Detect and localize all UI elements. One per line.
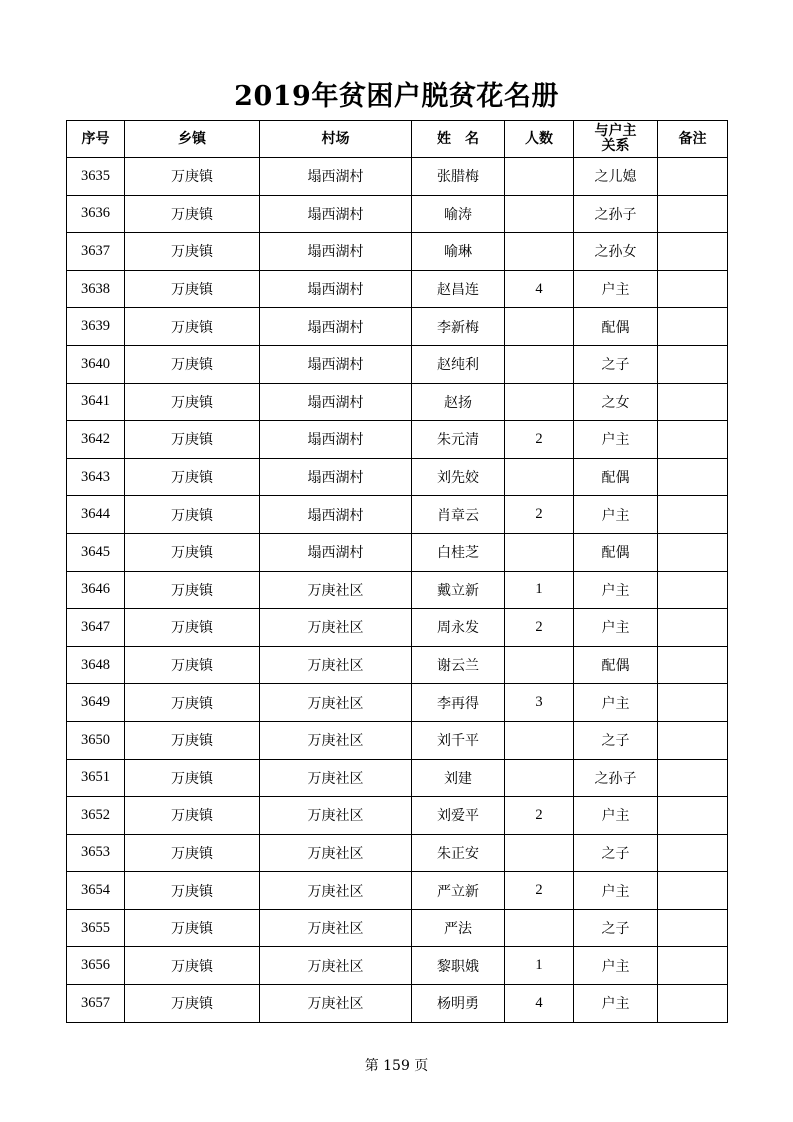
cell-township: 万庚镇 — [125, 345, 260, 383]
cell-index: 3656 — [67, 947, 125, 985]
table-row — [67, 909, 728, 947]
cell-township: 万庚镇 — [125, 872, 260, 910]
cell-relation: 户主 — [574, 270, 658, 308]
cell-village: 塌西湖村 — [260, 195, 412, 233]
cell-township: 万庚镇 — [125, 721, 260, 759]
cell-remarks — [658, 646, 728, 684]
cell-remarks — [658, 233, 728, 271]
cell-village: 万庚社区 — [260, 684, 412, 722]
cell-name: 朱正安 — [412, 834, 505, 872]
cell-name: 赵纯利 — [412, 345, 505, 383]
cell-village: 万庚社区 — [260, 646, 412, 684]
table-row — [67, 684, 728, 722]
cell-name: 赵扬 — [412, 383, 505, 421]
cell-village: 塌西湖村 — [260, 270, 412, 308]
page-title: 2019年贫困户脱贫花名册 — [234, 81, 559, 112]
cell-count: 2 — [505, 496, 574, 534]
cell-relation: 配偶 — [574, 458, 658, 496]
cell-index: 3642 — [67, 421, 125, 459]
cell-index: 3635 — [67, 158, 125, 196]
cell-name: 谢云兰 — [412, 646, 505, 684]
cell-township: 万庚镇 — [125, 609, 260, 647]
cell-relation: 配偶 — [574, 646, 658, 684]
cell-township: 万庚镇 — [125, 759, 260, 797]
cell-village: 塌西湖村 — [260, 496, 412, 534]
cell-township: 万庚镇 — [125, 383, 260, 421]
col-header-village: 村场 — [260, 121, 412, 158]
cell-name: 刘爱平 — [412, 797, 505, 835]
table-row — [67, 872, 728, 910]
cell-relation: 之子 — [574, 834, 658, 872]
table-row — [67, 233, 728, 271]
cell-township: 万庚镇 — [125, 909, 260, 947]
cell-township: 万庚镇 — [125, 270, 260, 308]
cell-name: 李再得 — [412, 684, 505, 722]
cell-count: 2 — [505, 797, 574, 835]
cell-township: 万庚镇 — [125, 458, 260, 496]
header-row — [67, 121, 728, 158]
cell-remarks — [658, 721, 728, 759]
cell-index: 3655 — [67, 909, 125, 947]
cell-village: 万庚社区 — [260, 909, 412, 947]
cell-township: 万庚镇 — [125, 158, 260, 196]
cell-remarks — [658, 759, 728, 797]
cell-index: 3648 — [67, 646, 125, 684]
table-row — [67, 458, 728, 496]
cell-count — [505, 308, 574, 346]
cell-count: 2 — [505, 609, 574, 647]
cell-remarks — [658, 909, 728, 947]
cell-name: 肖章云 — [412, 496, 505, 534]
cell-remarks — [658, 496, 728, 534]
cell-count — [505, 759, 574, 797]
cell-township: 万庚镇 — [125, 195, 260, 233]
cell-name: 杨明勇 — [412, 985, 505, 1023]
cell-remarks — [658, 158, 728, 196]
cell-index: 3644 — [67, 496, 125, 534]
cell-remarks — [658, 345, 728, 383]
cell-relation: 户主 — [574, 947, 658, 985]
cell-index: 3646 — [67, 571, 125, 609]
cell-index: 3650 — [67, 721, 125, 759]
cell-count: 1 — [505, 571, 574, 609]
cell-township: 万庚镇 — [125, 947, 260, 985]
cell-count: 2 — [505, 421, 574, 459]
cell-name: 喻琳 — [412, 233, 505, 271]
cell-name: 张腊梅 — [412, 158, 505, 196]
cell-relation: 之儿媳 — [574, 158, 658, 196]
cell-remarks — [658, 947, 728, 985]
table-row — [67, 571, 728, 609]
cell-village: 万庚社区 — [260, 947, 412, 985]
cell-remarks — [658, 458, 728, 496]
table-row — [67, 308, 728, 346]
table-row — [67, 496, 728, 534]
cell-index: 3657 — [67, 985, 125, 1023]
cell-name: 李新梅 — [412, 308, 505, 346]
cell-township: 万庚镇 — [125, 421, 260, 459]
cell-relation: 之孙子 — [574, 195, 658, 233]
cell-name: 黎职娥 — [412, 947, 505, 985]
cell-township: 万庚镇 — [125, 684, 260, 722]
cell-remarks — [658, 872, 728, 910]
cell-relation: 户主 — [574, 797, 658, 835]
cell-count: 4 — [505, 270, 574, 308]
cell-count: 3 — [505, 684, 574, 722]
cell-index: 3653 — [67, 834, 125, 872]
cell-index: 3643 — [67, 458, 125, 496]
cell-relation: 配偶 — [574, 533, 658, 571]
cell-index: 3645 — [67, 533, 125, 571]
cell-count — [505, 909, 574, 947]
cell-count — [505, 834, 574, 872]
cell-village: 万庚社区 — [260, 797, 412, 835]
cell-name: 戴立新 — [412, 571, 505, 609]
cell-relation: 之孙子 — [574, 759, 658, 797]
cell-relation: 户主 — [574, 985, 658, 1023]
table-row — [67, 985, 728, 1023]
table-row — [67, 345, 728, 383]
cell-name: 刘千平 — [412, 721, 505, 759]
cell-village: 塌西湖村 — [260, 383, 412, 421]
cell-count — [505, 195, 574, 233]
cell-index: 3641 — [67, 383, 125, 421]
col-header-township: 乡镇 — [125, 121, 260, 158]
cell-village: 塌西湖村 — [260, 308, 412, 346]
cell-relation: 之子 — [574, 721, 658, 759]
table-row — [67, 797, 728, 835]
cell-remarks — [658, 533, 728, 571]
cell-relation: 之女 — [574, 383, 658, 421]
cell-count — [505, 458, 574, 496]
cell-index: 3637 — [67, 233, 125, 271]
cell-count — [505, 383, 574, 421]
cell-village: 万庚社区 — [260, 721, 412, 759]
cell-township: 万庚镇 — [125, 985, 260, 1023]
cell-village: 塌西湖村 — [260, 345, 412, 383]
cell-remarks — [658, 684, 728, 722]
cell-village: 万庚社区 — [260, 759, 412, 797]
cell-remarks — [658, 270, 728, 308]
cell-relation: 户主 — [574, 872, 658, 910]
cell-count — [505, 345, 574, 383]
table-row — [67, 759, 728, 797]
cell-index: 3647 — [67, 609, 125, 647]
cell-count — [505, 721, 574, 759]
cell-name: 严立新 — [412, 872, 505, 910]
cell-village: 塌西湖村 — [260, 158, 412, 196]
cell-count — [505, 233, 574, 271]
table-body — [67, 158, 728, 1023]
page-number: 第 159 页 — [364, 1058, 429, 1074]
cell-village: 万庚社区 — [260, 571, 412, 609]
table-row — [67, 947, 728, 985]
cell-name: 周永发 — [412, 609, 505, 647]
cell-village: 万庚社区 — [260, 609, 412, 647]
col-header-index: 序号 — [67, 121, 125, 158]
cell-name: 喻涛 — [412, 195, 505, 233]
cell-township: 万庚镇 — [125, 496, 260, 534]
cell-count: 4 — [505, 985, 574, 1023]
cell-index: 3640 — [67, 345, 125, 383]
cell-township: 万庚镇 — [125, 571, 260, 609]
cell-relation: 户主 — [574, 684, 658, 722]
cell-relation: 之子 — [574, 345, 658, 383]
cell-name: 白桂芝 — [412, 533, 505, 571]
cell-index: 3652 — [67, 797, 125, 835]
table-row — [67, 721, 728, 759]
cell-relation: 之孙女 — [574, 233, 658, 271]
cell-township: 万庚镇 — [125, 646, 260, 684]
cell-remarks — [658, 985, 728, 1023]
cell-village: 塌西湖村 — [260, 458, 412, 496]
table-row — [67, 533, 728, 571]
cell-name: 严法 — [412, 909, 505, 947]
col-header-relation: 与户主 关系 — [574, 121, 658, 158]
cell-count — [505, 158, 574, 196]
cell-remarks — [658, 834, 728, 872]
cell-remarks — [658, 195, 728, 233]
cell-relation: 户主 — [574, 496, 658, 534]
cell-remarks — [658, 609, 728, 647]
cell-township: 万庚镇 — [125, 308, 260, 346]
cell-remarks — [658, 797, 728, 835]
cell-remarks — [658, 571, 728, 609]
table-row — [67, 195, 728, 233]
cell-name: 刘建 — [412, 759, 505, 797]
cell-index: 3654 — [67, 872, 125, 910]
col-header-count: 人数 — [505, 121, 574, 158]
roster-table — [66, 120, 728, 1023]
cell-relation: 户主 — [574, 571, 658, 609]
table-row — [67, 421, 728, 459]
col-header-name: 姓 名 — [412, 121, 505, 158]
cell-count — [505, 533, 574, 571]
cell-index: 3649 — [67, 684, 125, 722]
cell-count: 2 — [505, 872, 574, 910]
col-header-remarks: 备注 — [658, 121, 728, 158]
cell-township: 万庚镇 — [125, 233, 260, 271]
cell-township: 万庚镇 — [125, 533, 260, 571]
table-row — [67, 383, 728, 421]
cell-index: 3638 — [67, 270, 125, 308]
cell-relation: 配偶 — [574, 308, 658, 346]
cell-name: 朱元清 — [412, 421, 505, 459]
cell-village: 塌西湖村 — [260, 533, 412, 571]
cell-index: 3639 — [67, 308, 125, 346]
cell-relation: 户主 — [574, 609, 658, 647]
cell-remarks — [658, 383, 728, 421]
table-row — [67, 834, 728, 872]
cell-village: 塌西湖村 — [260, 421, 412, 459]
cell-name: 赵昌连 — [412, 270, 505, 308]
cell-count — [505, 646, 574, 684]
cell-index: 3651 — [67, 759, 125, 797]
table-row — [67, 270, 728, 308]
cell-remarks — [658, 421, 728, 459]
cell-name: 刘先姣 — [412, 458, 505, 496]
table-row — [67, 158, 728, 196]
table-row — [67, 609, 728, 647]
cell-village: 塌西湖村 — [260, 233, 412, 271]
cell-relation: 之子 — [574, 909, 658, 947]
cell-remarks — [658, 308, 728, 346]
cell-village: 万庚社区 — [260, 834, 412, 872]
cell-village: 万庚社区 — [260, 985, 412, 1023]
cell-relation: 户主 — [574, 421, 658, 459]
cell-township: 万庚镇 — [125, 834, 260, 872]
cell-count: 1 — [505, 947, 574, 985]
cell-index: 3636 — [67, 195, 125, 233]
table-row — [67, 646, 728, 684]
cell-township: 万庚镇 — [125, 797, 260, 835]
cell-village: 万庚社区 — [260, 872, 412, 910]
